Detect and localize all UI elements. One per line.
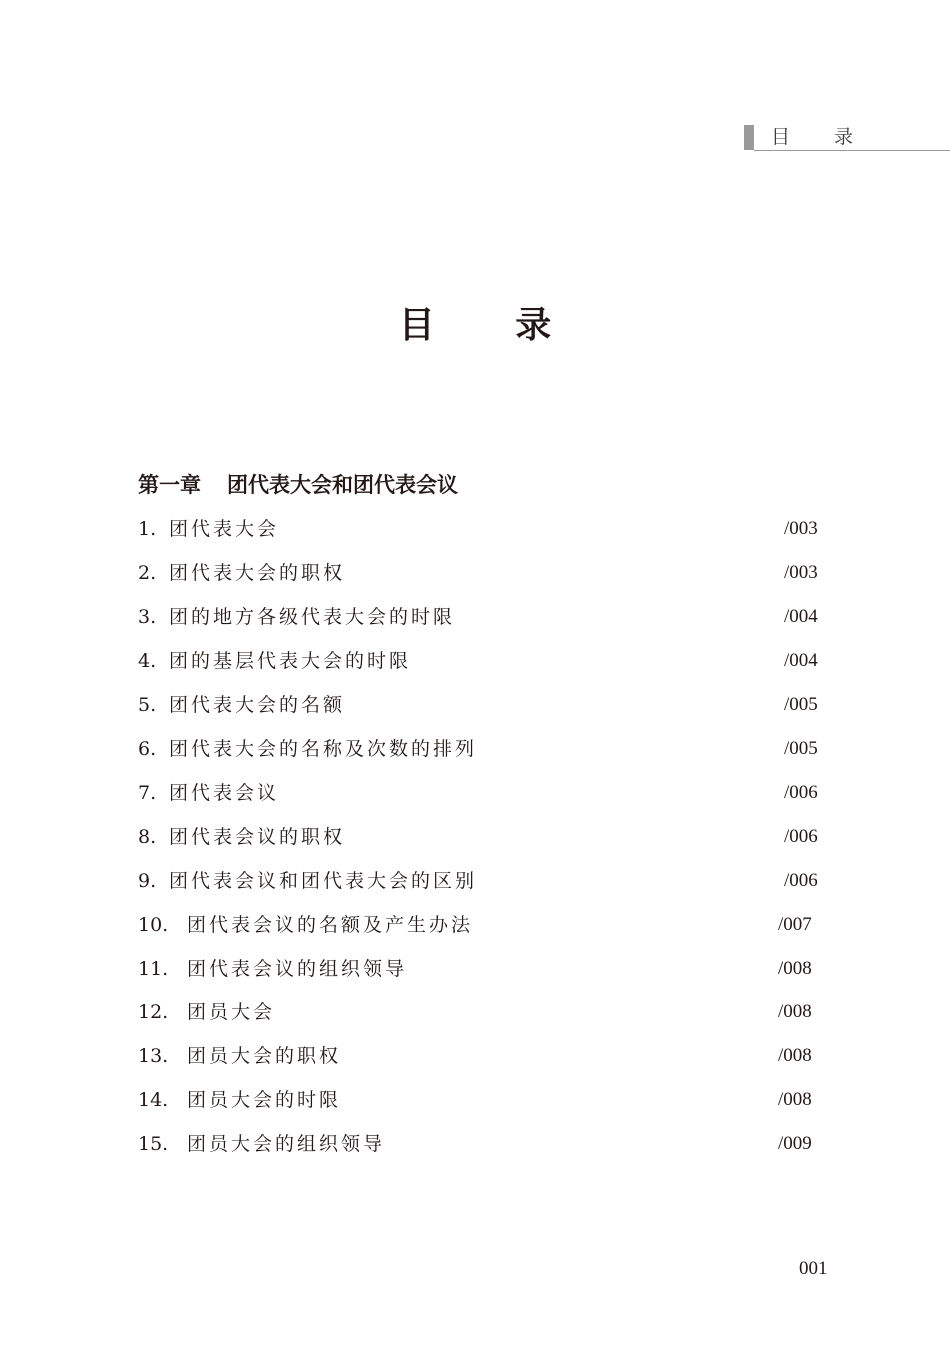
toc-entry-number: 12. [138,1001,169,1023]
toc-entry-page[interactable]: /004 [784,606,818,627]
toc-entry-title: 团员大会 [187,1001,276,1023]
toc-entry-page[interactable]: /005 [784,694,818,715]
page-title: 目 录 [398,305,586,346]
toc-entry[interactable] [138,514,279,544]
header-marker-bar [744,125,754,150]
chapter-heading [138,470,458,500]
toc-entry[interactable] [138,910,473,940]
toc-entry-title: 团的基层代表大会的时限 [169,650,412,672]
toc-entry-title: 团代表会议的名额及产生办法 [187,914,474,936]
toc-entry-page[interactable]: /006 [784,870,818,891]
toc-entry-title: 团员大会的职权 [187,1045,342,1067]
toc-entry[interactable] [138,558,345,588]
toc-entry-number: 10. [138,914,169,936]
toc-entry-title: 团的地方各级代表大会的时限 [169,606,456,628]
running-header-label: 目 录 [771,126,873,148]
toc-entry[interactable] [138,997,275,1027]
toc-entry-number: 3. [138,606,157,628]
toc-entry-number: 1. [138,518,157,540]
toc-entry[interactable] [138,778,279,808]
toc-entry[interactable] [138,866,477,896]
toc-entry-number: 5. [138,694,157,716]
toc-entry-number: 13. [138,1045,169,1067]
toc-entry-page[interactable]: /008 [778,1089,812,1110]
toc-entry-title: 团代表会议的组织领导 [187,958,408,980]
toc-entry-page[interactable]: /003 [784,518,818,539]
toc-entry-page[interactable]: /006 [784,826,818,847]
toc-entry-number: 15. [138,1133,169,1155]
toc-entry[interactable] [138,1085,341,1115]
chapter-title: 团代表大会和团代表会议 [227,473,458,497]
toc-entry-number: 6. [138,738,157,760]
toc-entry-page[interactable]: /007 [778,914,812,935]
toc-entry-title: 团代表大会的职权 [169,562,346,584]
toc-entry-title: 团代表会议的职权 [169,826,346,848]
toc-entry-page[interactable]: /004 [784,650,818,671]
chapter-number: 第一章 [138,473,201,497]
toc-entry-page[interactable]: /005 [784,738,818,759]
toc-entry-title: 团代表大会的名额 [169,694,346,716]
toc-entry-title: 团员大会的组织领导 [187,1133,386,1155]
toc-entry-number: 8. [138,826,157,848]
header-rule [754,150,950,151]
toc-entry[interactable] [138,602,455,632]
toc-entry-title: 团员大会的时限 [187,1089,342,1111]
toc-entry[interactable] [138,954,407,984]
toc-entry[interactable] [138,1041,341,1071]
running-header [744,125,950,151]
toc-entry-page[interactable]: /006 [784,782,818,803]
toc-entry-page[interactable]: /008 [778,1001,812,1022]
toc-entry[interactable] [138,1129,385,1159]
toc-entry-page[interactable]: /009 [778,1133,812,1154]
toc-entry-number: 7. [138,782,157,804]
toc-entry-title: 团代表大会的名称及次数的排列 [169,738,478,760]
page-number: 001 [799,1258,828,1279]
toc-entry-number: 4. [138,650,157,672]
toc-entry-number: 2. [138,562,157,584]
toc-entry-page[interactable]: /008 [778,1045,812,1066]
toc-entry[interactable] [138,822,345,852]
toc-entry[interactable] [138,690,345,720]
toc-entry-number: 14. [138,1089,169,1111]
toc-entry[interactable] [138,734,477,764]
toc-entry-title: 团代表会议 [169,782,280,804]
toc-entry-title: 团代表大会 [169,518,280,540]
toc-entry-page[interactable]: /003 [784,562,818,583]
toc-entry[interactable] [138,646,411,676]
toc-entry-title: 团代表会议和团代表大会的区别 [169,870,478,892]
toc-entry-number: 11. [138,958,169,980]
toc-entry-page[interactable]: /008 [778,958,812,979]
toc-entry-number: 9. [138,870,157,892]
